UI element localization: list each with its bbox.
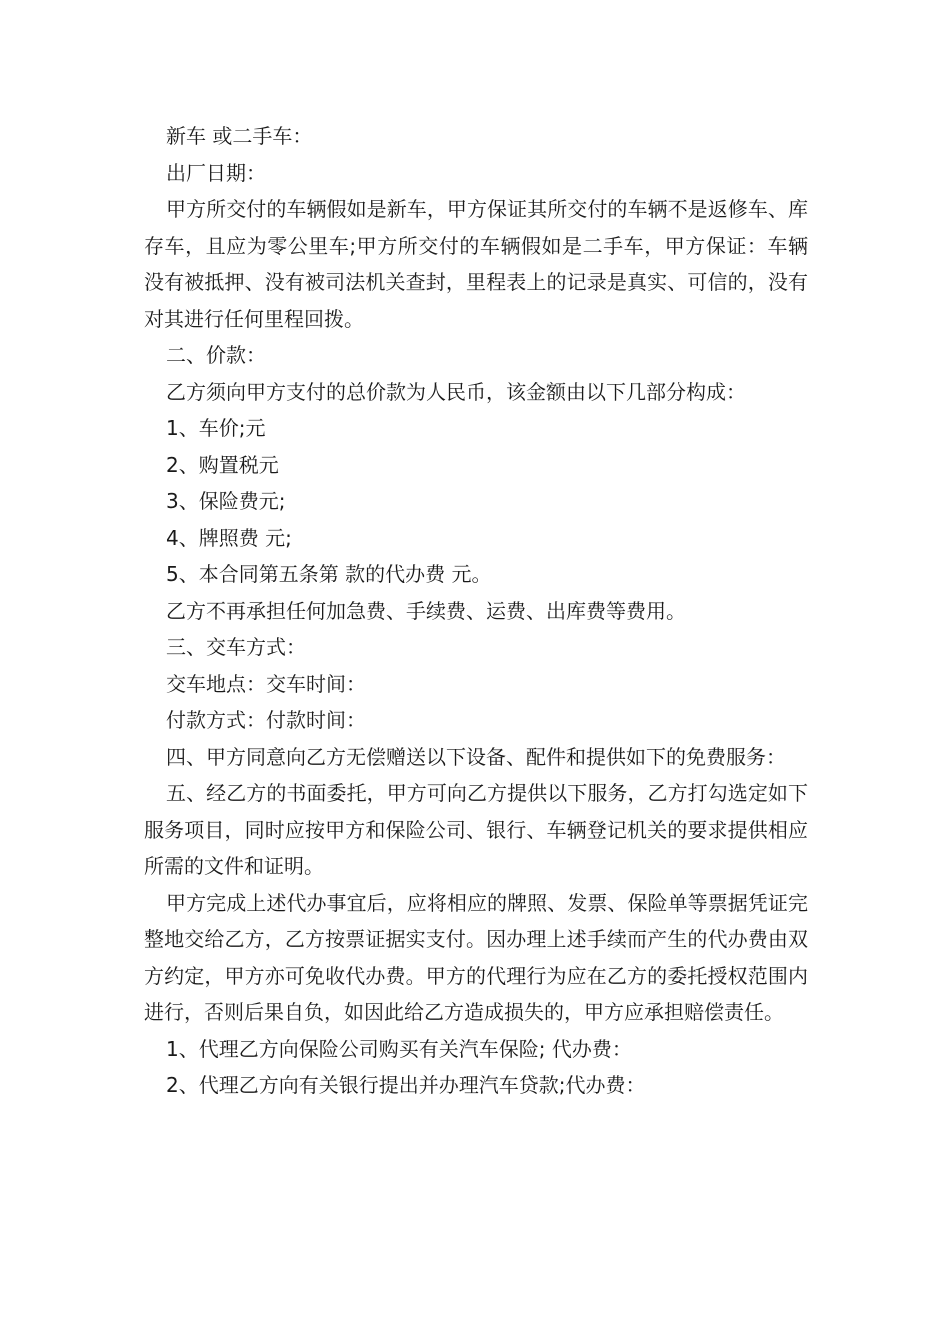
paragraph-agency-obligations: 甲方完成上述代办事宜后，应将相应的牌照、发票、保险单等票据凭证完整地交给乙方，乙方按票证据实支付。因办理上述手续而产生的代办费由双方约定，甲方亦可免收代办费。甲方的代理行为应在乙方的委托授权范围内进行，否则后果自负，如因此给乙方造成损失的，甲方应承担赔偿责任。 [144, 890, 808, 1024]
list-item-insurance-fee: 3、保险费元; [166, 489, 286, 513]
list-item-car-price: 1、车价;元 [166, 416, 266, 440]
list-item-insurance-agency: 1、代理乙方向保险公司购买有关汽车保险; 代办费： [166, 1036, 632, 1061]
paragraph-manufacture-date: 出厂日期： [166, 160, 266, 185]
paragraph-vehicle-guarantee: 甲方所交付的车辆假如是新车，甲方保证其所交付的车辆不是返修车、库存车，且应为零公里车;甲方所交付的车辆假如是二手车，甲方保证：车辆没有被抵押、没有被司法机关查封，里程表上的记录是真实、可信的，没有对其进行任何里程回拨。 [144, 197, 808, 331]
section-heading-free-services: 四、甲方同意向乙方无偿赠送以下设备、配件和提供如下的免费服务： [166, 744, 786, 769]
list-item-loan-agency: 2、代理乙方向有关银行提出并办理汽车贷款;代办费： [166, 1073, 646, 1097]
list-item-agency-fee: 5、本合同第五条第 款的代办费 元。 [166, 562, 492, 586]
section-heading-price: 二、价款： [166, 343, 266, 367]
paragraph-delivery-place-time: 交车地点：交车时间： [166, 671, 366, 696]
document-body [144, 118, 808, 1104]
section-heading-agency-services: 五、经乙方的书面委托，甲方可向乙方提供以下服务，乙方打勾选定如下服务项目，同时应按甲方和保险公司、银行、车辆登记机关的要求提供相应所需的文件和证明。 [144, 781, 808, 878]
paragraph-vehicle-type: 新车 或二手车： [166, 124, 313, 148]
section-heading-delivery: 三、交车方式： [166, 635, 306, 659]
paragraph-total-price: 乙方须向甲方支付的总价款为人民币，该金额由以下几部分构成： [166, 379, 746, 404]
paragraph-payment-method-time: 付款方式：付款时间： [166, 708, 366, 732]
list-item-license-fee: 4、牌照费 元; [166, 525, 292, 550]
list-item-purchase-tax: 2、购置税元 [166, 452, 279, 477]
paragraph-no-extra-fees: 乙方不再承担任何加急费、手续费、运费、出库费等费用。 [166, 598, 686, 623]
